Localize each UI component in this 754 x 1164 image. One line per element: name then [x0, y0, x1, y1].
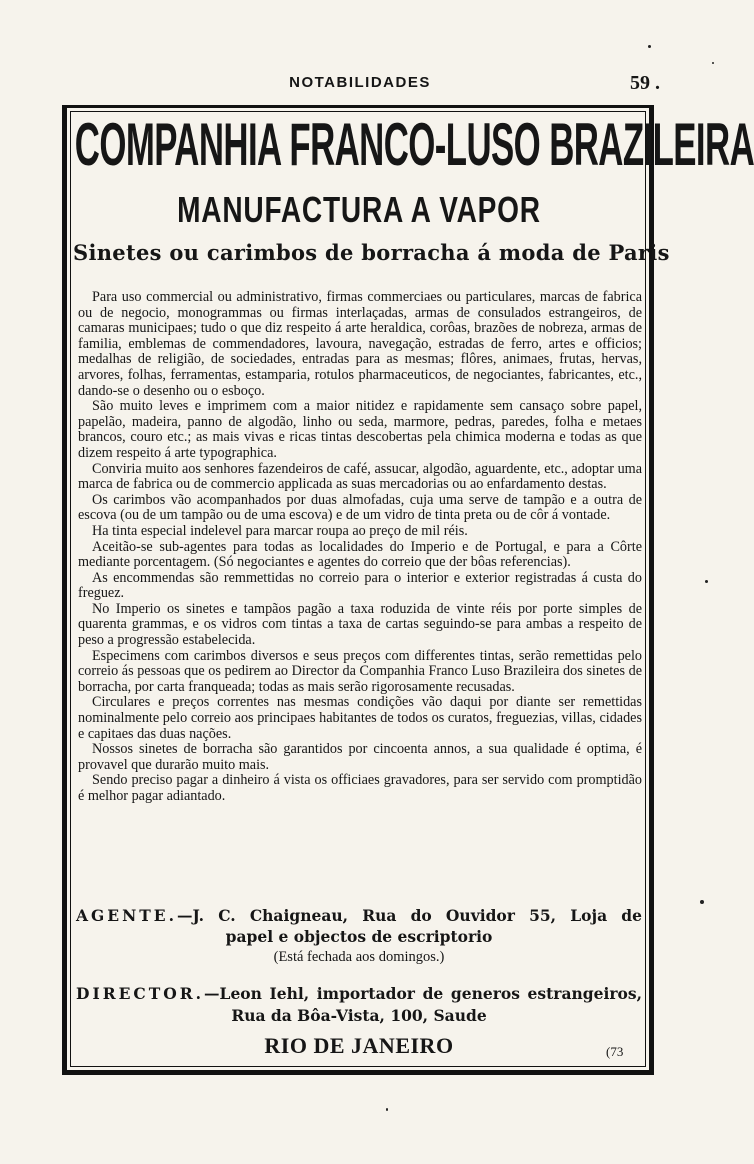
- running-title: NOTABILIDADES: [289, 74, 431, 91]
- director-name: —Leon Iehl, importador de generos estrangeiros,: [204, 984, 642, 1003]
- body-paragraph: Aceitão-se sub-agentes para todas as localidades do Imperio e de Portugal, e para a Côrte mediante porcentagem. (Só negociantes e agentes do correio que der bôas referencias).: [78, 538, 642, 571]
- advertisement-reference: (73: [606, 1044, 624, 1059]
- paper-speck: [705, 580, 708, 583]
- body-paragraph: Conviria muito aos senhores fazendeiros de café, assucar, algodão, aguardente, etc., adoptar uma marca de fabrica ou de commercio applicada as suas mercadorias ou ao enfardamento destas.: [78, 460, 642, 493]
- body-paragraph: As encommendas são remmettidas no correio para o interior e exterior registradas á custa do freguez.: [78, 569, 642, 602]
- page-header: [60, 74, 660, 98]
- agent-line: [76, 905, 642, 926]
- paper-speck: [712, 62, 714, 64]
- body-paragraph: Nossos sinetes de borracha são garantidos por cincoenta annos, a sua qualidade é optima, é provavel que durarão muito mais.: [78, 741, 642, 773]
- director-label: DIRECTOR.: [76, 984, 205, 1003]
- paper-speck: [648, 45, 651, 48]
- agent-label: AGENTE.: [76, 906, 177, 925]
- body-paragraph: São muito leves e imprimem com a maior nitidez e rapidamente sem cansaço sobre papel, papelão, madeira, panno de algodão, linho ou seda, marmore, pedras, paredes, folha e metaes brancos, couro etc.; as mais vivas e ricas tintas descobertas pela chimica moderna e todas as que dizem respeito á arte typographica.: [78, 398, 642, 461]
- product-tagline: Sinetes ou carimbos de borracha á moda de Paris: [73, 240, 670, 265]
- body-paragraph: Para uso commercial ou administrativo, firmas commerciaes ou particulares, marcas de fabrica ou de negocio, monogrammas ou firmas interlaçadas, armas de consulados estrangeiros, de camaras municipaes; tudo o que diz respeito á arte heraldica, corôas, brazões de nobreza, armas de familia, emblemas de commendadores, lavoura, navegação, estradas de ferro, artes e officios; medalhas de religião, de sociedades, entradas para as mesmas; flôres, animaes, frutas, hervas, arvores, folhas, ferramentas, estamparia, rotulos pharmaceuticos, de negociantes, fabricantes, etc., dando-se o desenho ou o esboço.: [78, 289, 642, 399]
- body-paragraph: Especimens com carimbos diversos e seus preços com differentes tintas, serão remettidas pelo correio ás pessoas que os pedirem ao Director da Companhia Franco Luso Brazileira dos sinetes de borracha, por carta franqueada; todas as mais serão rigorosamente recusadas.: [78, 647, 642, 695]
- paper-speck: [386, 1108, 388, 1111]
- agent-address: —J. C. Chaigneau, Rua do Ouvidor 55, Loja de: [177, 906, 642, 925]
- agent-shop: papel e objectos de escriptorio: [225, 927, 493, 946]
- city-name: RIO DE JANEIRO: [264, 1033, 454, 1058]
- body-paragraph: Sendo preciso pagar a dinheiro á vista os officiaes gravadores, para ser servido com promptidão é melhor pagar adiantado.: [78, 772, 642, 804]
- body-paragraph: Os carimbos vão acompanhados por duas almofadas, cuja uma serve de tampão e a outra de escova (ou de um tampão ou de uma escova) e de um vidro de tinta preta ou de côr á vontade.: [78, 491, 642, 524]
- director-block: [76, 983, 642, 1027]
- advertisement-body: [78, 290, 642, 805]
- body-paragraph: Ha tinta especial indelevel para marcar roupa ao preço de mil réis.: [92, 522, 468, 539]
- agent-hours-note: (Está fechada aos domingos.): [273, 949, 445, 965]
- director-line: [76, 983, 642, 1005]
- manufacture-subtitle: MANUFACTURA A VAPOR: [177, 189, 541, 230]
- subtitle-block: [73, 188, 645, 232]
- body-paragraph: Circulares e preços correntes nas mesmas condições vão daqui por diante ser remettidas nominalmente pelo correio aos principaes habitantes de todos os curatos, freguezias, villas, cidades e capitaes das duas nações.: [78, 694, 642, 742]
- body-paragraph: No Imperio os sinetes e tampãos pagão a taxa roduzida de vinte réis por porte simples de quarenta grammas, e os vidros com tintas a taxa de cartas seguindo-se para ambas a respeito de peso a progressão estabelecida.: [78, 600, 642, 649]
- agent-block: [76, 905, 642, 968]
- paper-speck: [700, 900, 704, 904]
- company-name: COMPANHIA FRANCO-LUSO BRAZILEIRA: [74, 111, 754, 178]
- company-name-block: [73, 111, 754, 178]
- page-number: 59 .: [630, 72, 660, 94]
- director-address: Rua da Bôa-Vista, 100, Saude: [231, 1006, 487, 1025]
